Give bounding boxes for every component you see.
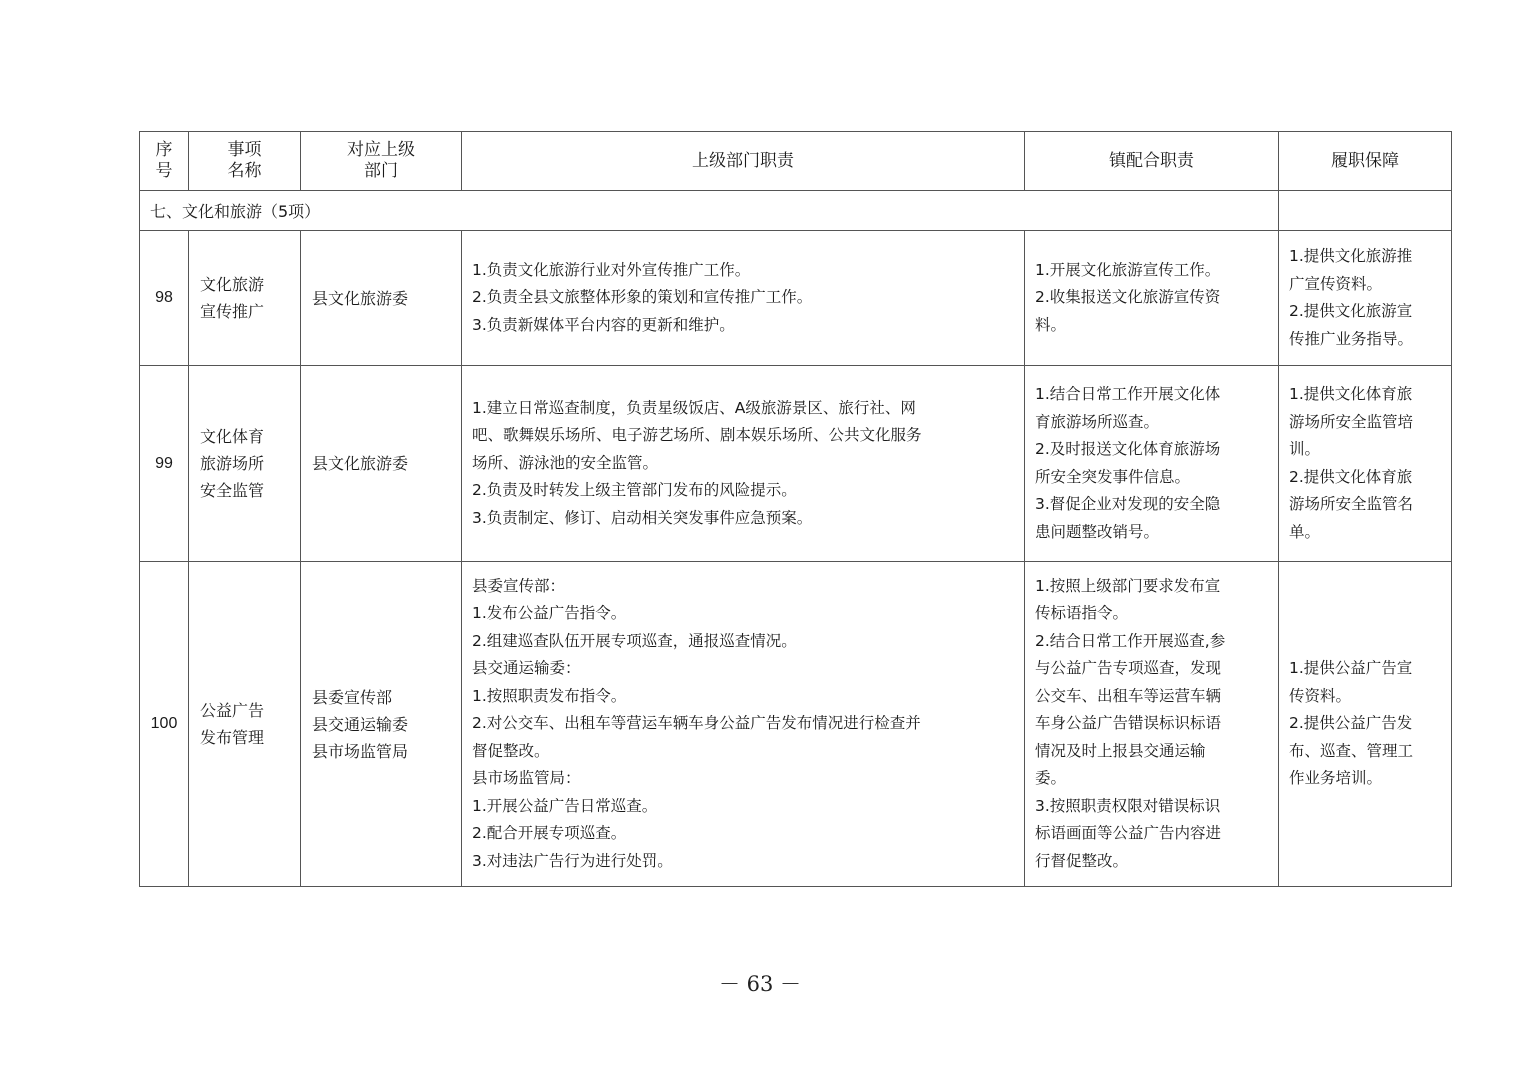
item-name: 文化体育 旅游场所 安全监管 <box>189 366 301 562</box>
upper-dept: 县委宣传部 县交通运输委 县市场监管局 <box>301 562 462 887</box>
guarantee: 1.提供文化旅游推 广宣传资料。 2.提供文化旅游宣 传推广业务指导。 <box>1279 231 1452 366</box>
upper-dept: 县文化旅游委 <box>301 231 462 366</box>
town-duties: 1.结合日常工作开展文化体 育旅游场所巡查。 2.及时报送文化体育旅游场 所安全突发事件信息。 3.督促企业对发现的安全隐 患问题整改销号。 <box>1025 366 1279 562</box>
town-duties: 1.按照上级部门要求发布宣 传标语指令。 2.结合日常工作开展巡查,参 与公益广告专项巡查，发现 公交车、出租车等运营车辆 车身公益广告错误标识标语 情况及时上报县交通运输 委。 3.按照职责权限对错误标识 标语画面等公益广告内容进 行督促整改。 <box>1025 562 1279 887</box>
header-row <box>140 132 1452 191</box>
table-row <box>140 231 1452 366</box>
header-upper-duties: 上级部门职责 <box>462 132 1025 191</box>
guarantee: 1.提供文化体育旅 游场所安全监管培 训。 2.提供文化体育旅 游场所安全监管名 单。 <box>1279 366 1452 562</box>
town-duties: 1.开展文化旅游宣传工作。 2.收集报送文化旅游宣传资 料。 <box>1025 231 1279 366</box>
upper-duties: 1.建立日常巡查制度，负责星级饭店、A级旅游景区、旅行社、网 吧、歌舞娱乐场所、电子游艺场所、剧本娱乐场所、公共文化服务 场所、游泳池的安全监管。 2.负责及时转发上级主管部门发布的风险提示。 3.负责制定、修订、启动相关突发事件应急预案。 <box>462 366 1025 562</box>
header-serial: 序 号 <box>140 132 189 191</box>
header-upper-dept: 对应上级 部门 <box>301 132 462 191</box>
section-empty-cell <box>1279 191 1452 231</box>
page-number: － 63 － <box>718 972 802 996</box>
header-guarantee: 履职保障 <box>1279 132 1452 191</box>
section-title: 七、文化和旅游（5项） <box>140 191 1279 231</box>
table-row <box>140 366 1452 562</box>
table-row <box>140 562 1452 887</box>
upper-duties: 县委宣传部： 1.发布公益广告指令。 2.组建巡查队伍开展专项巡查，通报巡查情况。 县交通运输委： 1.按照职责发布指令。 2.对公交车、出租车等营运车辆车身公益广告发布情况进行检查并 督促整改。 县市场监管局： 1.开展公益广告日常巡查。 2.配合开展专项巡查。 3.对违法广告行为进行处罚。 <box>462 562 1025 887</box>
row-number: 98 <box>140 231 189 366</box>
item-name: 文化旅游 宣传推广 <box>189 231 301 366</box>
section-row <box>140 191 1452 231</box>
item-name: 公益广告 发布管理 <box>189 562 301 887</box>
row-number: 99 <box>140 366 189 562</box>
row-number: 100 <box>140 562 189 887</box>
header-town-duties: 镇配合职责 <box>1025 132 1279 191</box>
header-item-name: 事项 名称 <box>189 132 301 191</box>
responsibility-table <box>139 131 1452 887</box>
upper-dept: 县文化旅游委 <box>301 366 462 562</box>
upper-duties: 1.负责文化旅游行业对外宣传推广工作。 2.负责全县文旅整体形象的策划和宣传推广工作。 3.负责新媒体平台内容的更新和维护。 <box>462 231 1025 366</box>
guarantee: 1.提供公益广告宣 传资料。 2.提供公益广告发 布、巡查、管理工 作业务培训。 <box>1279 562 1452 887</box>
